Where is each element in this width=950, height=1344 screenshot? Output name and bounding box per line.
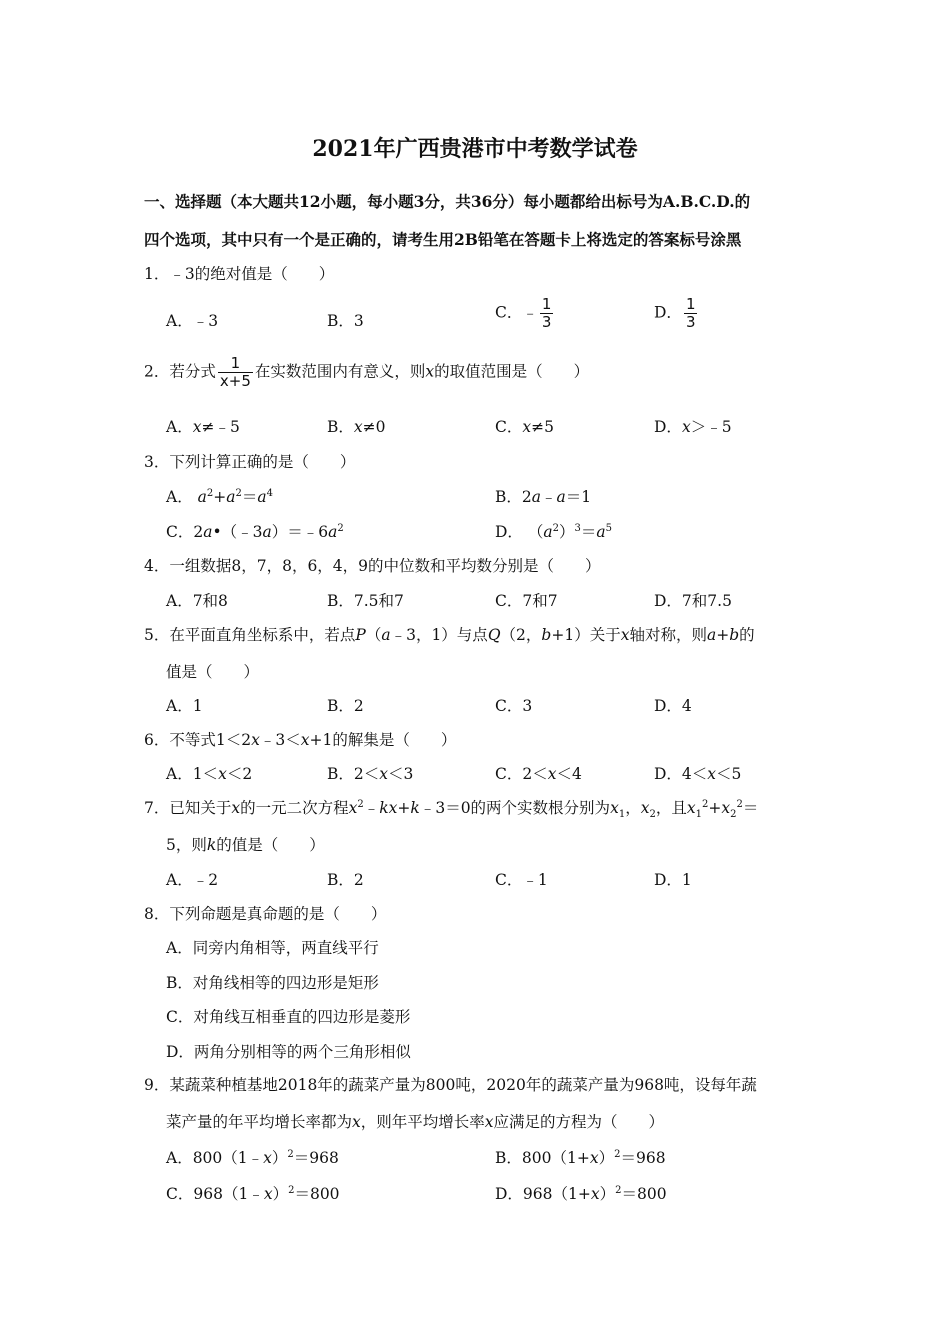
question-9-stem-line1: 9．某蔬菜种植基地2018年的蔬菜产量为800吨，2020年的蔬菜产量为968吨，设每年蔬	[144, 1076, 757, 1094]
fraction	[218, 355, 253, 390]
q2-option-a	[166, 415, 240, 437]
q1-option-b: B．3	[327, 312, 364, 330]
q2-text-post: 在实数范围内有意义，则	[254, 362, 426, 381]
q7-option-d: D．1	[654, 871, 692, 889]
section-heading-line1: 一、选择题（本大题共12小题，每小题3分，共36分）每小题都给出标号为A.B.C.D.的	[144, 192, 751, 211]
q2-variable: x	[425, 362, 435, 381]
q4-option-a: A．7和8	[166, 592, 228, 610]
fraction-numerator: 1	[685, 295, 696, 313]
q7-option-a: A．﹣2	[166, 871, 219, 889]
option-label: A．	[166, 488, 193, 506]
q5-option-a: A．1	[166, 697, 203, 715]
q6-option-c: C．2＜x＜4	[495, 765, 582, 783]
q6-option-b: B．2＜x＜3	[327, 765, 414, 783]
q8-option-b: B．对角线相等的四边形是矩形	[166, 974, 379, 992]
q5-option-c: C．3	[495, 697, 533, 715]
question-5-stem-line2: 值是（ ）	[166, 663, 260, 681]
q1-option-d-label: D．	[654, 303, 682, 322]
option-text: ≠5	[531, 418, 554, 436]
q6-option-a: A．1＜x＜2	[166, 765, 253, 783]
q8-option-c: C．对角线互相垂直的四边形是菱形	[166, 1008, 411, 1026]
option-label: D．	[654, 418, 682, 436]
fraction-denominator: x+5	[219, 372, 251, 390]
q3-option-a: A． $a^2+a^2=a^4$	[166, 487, 274, 506]
option-label: D．	[495, 523, 523, 541]
question-8-stem: 8．下列命题是真命题的是（ ）	[144, 905, 387, 923]
q2-option-d	[654, 415, 732, 437]
q9-text-mid: ，则年平均增长率	[360, 1113, 485, 1131]
q7-text: 7．已知关于	[144, 799, 232, 817]
q8-option-a: A．同旁内角相等，两直线平行	[166, 939, 379, 957]
q2-text-tail: 的取值范围是（ ）	[434, 362, 590, 381]
q1-option-a: A．﹣3	[166, 312, 219, 330]
q9-variable: x	[484, 1113, 494, 1131]
q7-option-b: B．2	[327, 871, 364, 889]
question-9-stem-line2	[166, 1110, 664, 1132]
q4-option-d: D．7和7.5	[654, 592, 732, 610]
q9-option-a: A．800（1﹣x）$^2$＝968	[166, 1148, 339, 1167]
fraction	[684, 296, 698, 331]
q4-option-b: B．7.5和7	[327, 592, 404, 610]
q5-text: 5．在平面直角坐标系中，若点	[144, 626, 356, 644]
q1-option-c-label: C．﹣	[495, 303, 538, 322]
page-title: 2021年广西贵港市中考数学试卷	[312, 136, 638, 162]
option-variable: x	[522, 418, 532, 436]
fraction-numerator: 1	[541, 295, 552, 313]
q9-variable: x	[352, 1113, 361, 1131]
q6-option-d: D．4＜x＜5	[654, 765, 742, 783]
question-2-stem	[144, 355, 589, 390]
q6-text: 6．不等式1＜2	[144, 731, 252, 749]
q3-option-b: B．2a﹣a＝1	[495, 488, 592, 506]
option-text: ＞﹣5	[690, 418, 732, 436]
question-1-stem: 1．﹣3的绝对值是（ ）	[144, 265, 335, 283]
option-text: ≠0	[362, 418, 386, 436]
question-3-stem: 3．下列计算正确的是（ ）	[144, 453, 356, 471]
q9-option-b: B．$800(1+x)^2=968$	[495, 1148, 666, 1167]
q3-option-d: D． $(a^2)^3=a^5$	[495, 522, 613, 541]
option-text: ≠﹣5	[201, 418, 240, 436]
option-label: C．	[495, 418, 523, 436]
q2-option-b	[327, 415, 386, 437]
fraction	[540, 296, 554, 331]
q8-option-d: D．两角分别相等的两个三角形相似	[166, 1043, 411, 1061]
question-4-stem: 4．一组数据8，7，8，6，4，9的中位数和平均数分别是（ ）	[144, 557, 601, 575]
q5-option-d: D．4	[654, 697, 692, 715]
q3-option-c: C．$2a•(﹣3a)=﹣6a^2$	[166, 522, 344, 541]
q6-text-post: 的解集是（ ）	[332, 731, 457, 749]
q9-text-post: 应满足的方程为（ ）	[493, 1113, 665, 1131]
q5-option-b: B．2	[327, 697, 364, 715]
q9-option-c: C．968（1﹣x）$^2$＝800	[166, 1184, 340, 1203]
option-variable: x	[681, 418, 691, 436]
q1-option-c	[495, 296, 555, 331]
option-variable: x	[353, 418, 363, 436]
section-heading-line2: 四个选项，其中只有一个是正确的，请考生用2B铅笔在答题卡上将选定的答案标号涂黑	[144, 230, 742, 249]
q2-text-pre: 2．若分式	[144, 362, 216, 381]
fraction-numerator: 1	[218, 355, 253, 373]
option-label: C．	[166, 523, 194, 541]
question-7-stem-line1: 7．已知关于x的一元二次方程$x^2﹣kx+k﹣3=0$的两个实数根分别为$x_1$，$x_2$，且$x_1^2+x_2^2=$	[144, 798, 759, 821]
option-variable: x	[192, 418, 202, 436]
fraction-denominator: 3	[685, 313, 696, 331]
q2-option-c	[495, 415, 554, 437]
question-6-stem: 6．不等式1＜2x﹣3＜x+1的解集是（ ）	[144, 731, 457, 749]
option-label: B．	[327, 418, 354, 436]
q9-text: 菜产量的年平均增长率都为	[166, 1113, 353, 1131]
fraction-denominator: 3	[541, 313, 552, 331]
question-7-stem-line2: 5，则k的值是（ ）	[166, 836, 325, 854]
question-5-stem-line1: 5．在平面直角坐标系中，若点P（a﹣3，1）与点Q（2，b+1）关于x轴对称，则a+b的	[144, 626, 755, 644]
q7-option-c: C．﹣1	[495, 871, 548, 889]
option-label: A．	[166, 418, 193, 436]
q1-option-d	[654, 296, 699, 331]
q4-option-c: C．7和7	[495, 592, 558, 610]
q9-option-d: D．$968(1+x)^2=800$	[495, 1184, 667, 1203]
